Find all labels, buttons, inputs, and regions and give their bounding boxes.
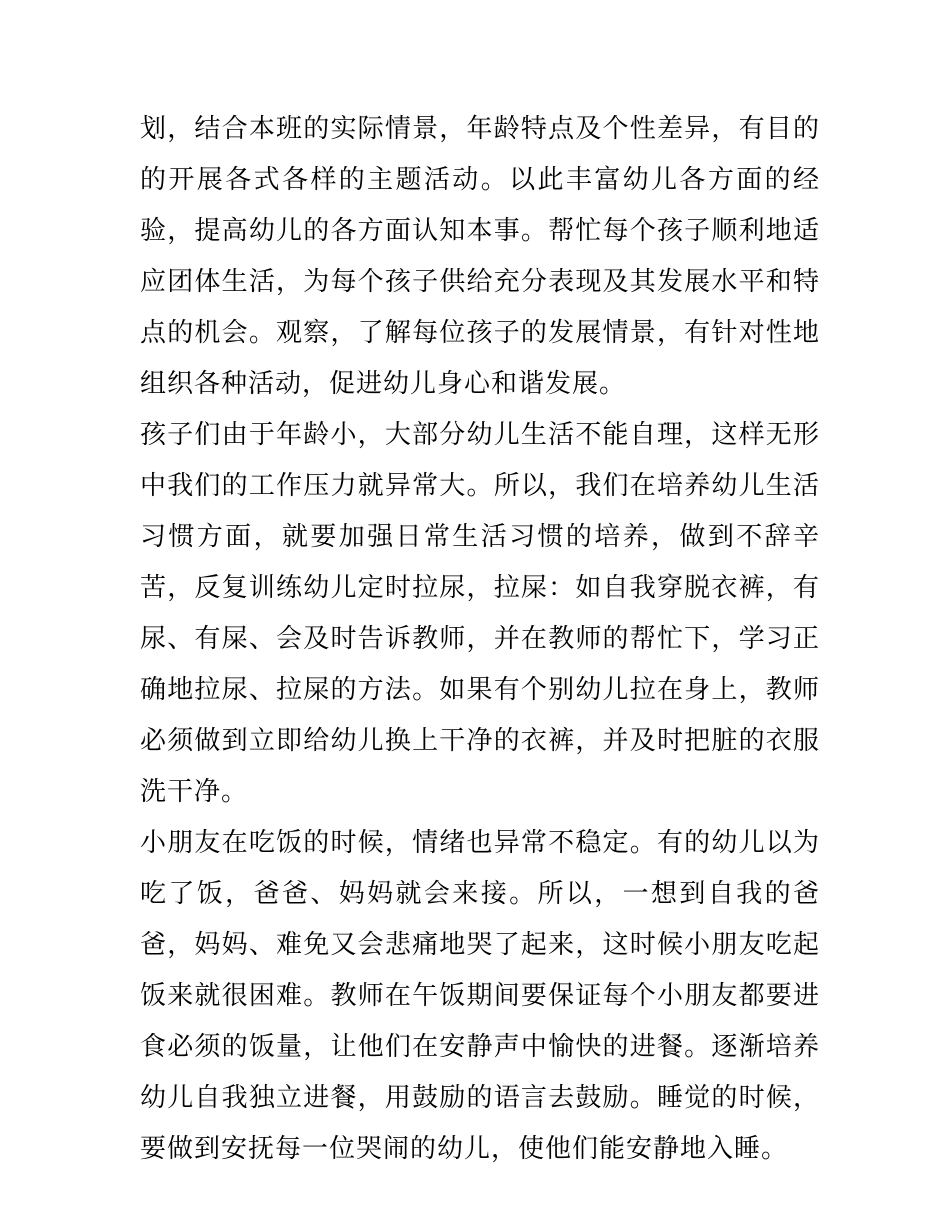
paragraph-mealtime-and-sleep: 小朋友在吃饭的时候，情绪也异常不稳定。有的幼儿以为吃了饭，爸爸、妈妈就会来接。所以，一想到自我的爸爸，妈妈、难免又会悲痛地哭了起来，这时候小朋友吃起饭来就很困难。教师在午饭期间要保证每个小朋友都要进食必须的饭量，让他们在安静声中愉快的进餐。逐渐培养幼儿自我独立进餐，用鼓励的语言去鼓励。睡觉的时候，要做到安抚每一位哭闹的幼儿，使他们能安静地入睡。 [140,828,820,1164]
document-body [140,104,820,1175]
paragraph-life-habits: 孩子们由于年龄小，大部分幼儿生活不能自理，这样无形中我们的工作压力就异常大。所以，我们在培养幼儿生活习惯方面，就要加强日常生活习惯的培养，做到不辞辛苦，反复训练幼儿定时拉尿，拉屎：如自我穿脱衣裤，有尿、有屎、会及时告诉教师，并在教师的帮忙下，学习正确地拉尿、拉屎的方法。如果有个别幼儿拉在身上，教师必须做到立即给幼儿换上干净的衣裤，并及时把脏的衣服洗干净。 [140,420,820,807]
paragraph-class-planning: 划，结合本班的实际情景，年龄特点及个性差异，有目的的开展各式各样的主题活动。以此丰富幼儿各方面的经验，提高幼儿的各方面认知本事。帮忙每个孩子顺利地适应团体生活，为每个孩子供给充分表现及其发展水平和特点的机会。观察，了解每位孩子的发展情景，有针对性地组织各种活动，促进幼儿身心和谐发展。 [140,114,820,399]
